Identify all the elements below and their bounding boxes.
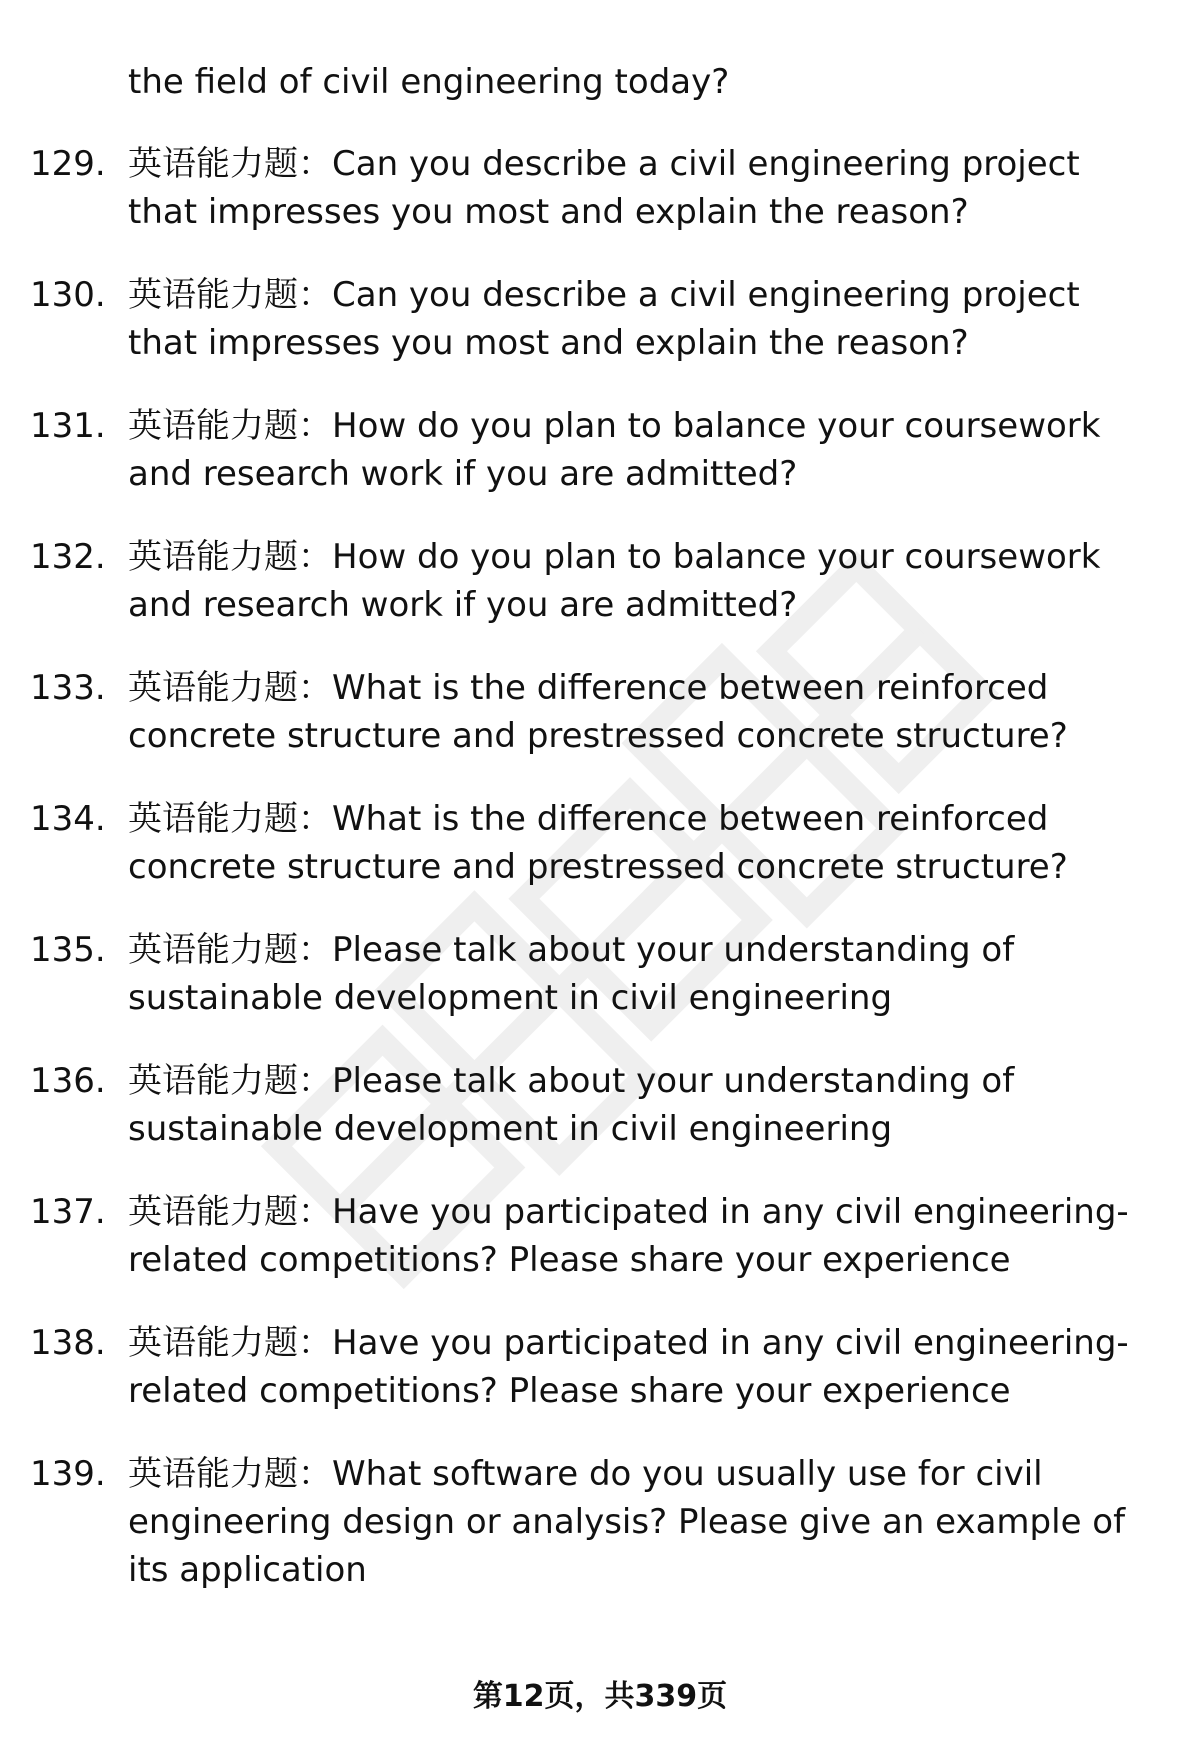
question-number: 134. [30, 799, 106, 839]
question-text: 英语能力题：Please talk about your understanding of sustainable development in civil engineering [128, 1061, 1015, 1149]
question-number: 137. [30, 1192, 106, 1232]
question-text: 英语能力题：Have you participated in any civil engineering-related competitions? Please share your experience [128, 1323, 1129, 1411]
question-number: 138. [30, 1323, 106, 1363]
list-item [0, 1450, 1200, 1594]
question-text: 英语能力题：What is the difference between reinforced concrete structure and prestressed concrete structure? [128, 799, 1068, 887]
question-number: 129. [30, 144, 106, 184]
list-item [0, 140, 1200, 236]
question-text: 英语能力题：How do you plan to balance your coursework and research work if you are admitted? [128, 406, 1101, 494]
question-text: 英语能力题：What software do you usually use for civil engineering design or analysis? Please give an example of its application [128, 1454, 1126, 1590]
question-text: 英语能力题：How do you plan to balance your coursework and research work if you are admitted? [128, 537, 1101, 625]
list-item [0, 1319, 1200, 1415]
continued-question-text: the field of civil engineering today? [128, 62, 730, 102]
question-number: 133. [30, 668, 106, 708]
page-number-footer: 第12页，共339页 [472, 1679, 728, 1714]
question-text: 英语能力题：Can you describe a civil engineering project that impresses you most and explain the reason? [128, 144, 1080, 232]
question-number: 136. [30, 1061, 106, 1101]
question-text: 英语能力题：Can you describe a civil engineering project that impresses you most and explain the reason? [128, 275, 1080, 363]
list-item [0, 664, 1200, 760]
question-text: 英语能力题：Please talk about your understanding of sustainable development in civil engineering [128, 930, 1015, 1018]
question-list [0, 140, 1200, 1629]
list-item [0, 271, 1200, 367]
question-number: 132. [30, 537, 106, 577]
list-item [0, 1188, 1200, 1284]
list-item [0, 533, 1200, 629]
list-item [0, 402, 1200, 498]
question-text: 英语能力题：What is the difference between reinforced concrete structure and prestressed concrete structure? [128, 668, 1068, 756]
question-number: 135. [30, 930, 106, 970]
list-item [0, 1057, 1200, 1153]
question-number: 139. [30, 1454, 106, 1494]
list-item [0, 795, 1200, 891]
question-text: 英语能力题：Have you participated in any civil engineering-related competitions? Please share your experience [128, 1192, 1129, 1280]
question-number: 131. [30, 406, 106, 446]
list-item [0, 926, 1200, 1022]
question-number: 130. [30, 275, 106, 315]
